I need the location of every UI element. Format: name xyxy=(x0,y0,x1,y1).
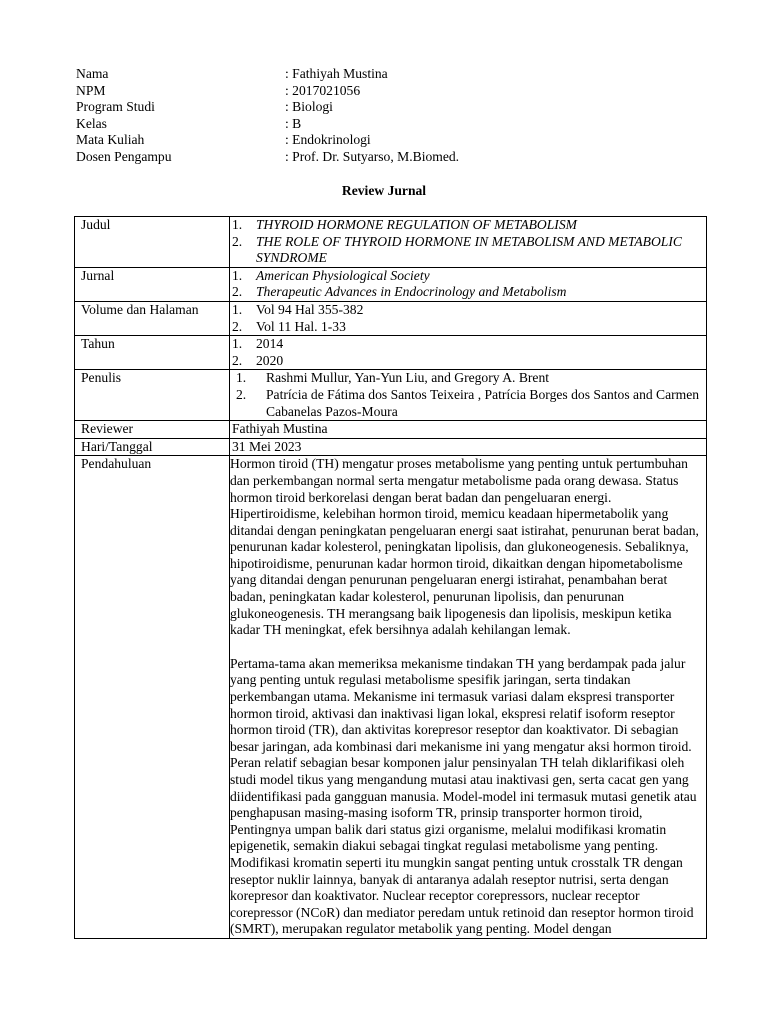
identity-row xyxy=(76,116,459,133)
list-item: 2. Therapeutic Advances in Endocrinology and Metabolism xyxy=(232,284,703,301)
row-label: Tahun xyxy=(75,336,230,370)
judul-list xyxy=(232,217,703,267)
list-item: 1. 2014 xyxy=(232,336,703,353)
tahun-item: 2020 xyxy=(256,352,284,368)
list-item: 1. THYROID HORMONE REGULATION OF METABOLISM xyxy=(232,217,703,234)
identity-key: Dosen Pengampu xyxy=(76,148,172,164)
pendahuluan-paragraph: Pertama-tama akan memeriksa mekanisme tindakan TH yang berdampak pada jalur yang penting untuk regulasi metabolisme spesifik jaringan, serta tindakan perkembangan utama. Mekanisme ini termasuk variasi dalam ekspresi transporter hormon tiroid, aktivasi dan inaktivasi ligan lokal, ekspresi relatif isoform reseptor hormon tiroid (TR), dan aktivitas korepresor reseptor dan koaktivator. Di sebagian besar jaringan, ada kombinasi dari mekanisme ini yang mengatur aksi hormon tiroid. Peran relatif sebagian besar komponen jalur pensinyalan TH telah diklarifikasi oleh studi model tikus yang mengandung mutasi atau inaktivasi gen, serta cacat gen yang diidentifikasi pada gangguan manusia. Model-model ini termasuk mutasi genetik atau penghapusan masing-masing isoform TR, prinsip transporter hormon tiroid, Pentingnya umpan balik dari status gizi organisme, melalui modifikasi kromatin epigenetik, semakin diakui sebagai tingkat regulasi metabolisme yang penting. Modifikasi kromatin seperti itu mungkin sangat penting untuk crosstalk TR dengan reseptor nuklir lainnya, banyak di antaranya adalah reseptor nutrisi, serta dengan korepresor dan koaktivator. Nuclear receptor corepressors, nuclear receptor corepressor (NCoR) dan mediator peredam untuk retinoid dan reseptor hormon tiroid (SMRT), merupakan regulator metabolik yang penting. Model dengan xyxy=(230,655,697,937)
document-title: Review Jurnal xyxy=(341,183,427,198)
review-row-tanggal xyxy=(75,438,707,456)
identity-block xyxy=(76,66,459,166)
identity-row xyxy=(76,66,459,83)
identity-value: : 2017021056 xyxy=(285,82,361,98)
review-row-tahun xyxy=(75,336,707,370)
tanggal-value: 31 Mei 2023 xyxy=(230,438,707,456)
review-row-penulis xyxy=(75,370,707,421)
list-item: 1. American Physiological Society xyxy=(232,268,703,285)
judul-item: THE ROLE OF THYROID HORMONE IN METABOLISM AND METABOLIC SYNDROME xyxy=(256,233,682,266)
volume-list xyxy=(232,302,703,335)
penulis-list xyxy=(232,370,703,420)
list-item: 1. Rashmi Mullur, Yan-Yun Liu, and Gregory A. Brent xyxy=(232,370,703,387)
row-label: Pendahuluan xyxy=(75,456,230,939)
reviewer-value: Fathiyah Mustina xyxy=(230,421,707,439)
review-row-volume xyxy=(75,301,707,335)
identity-value: : Prof. Dr. Sutyarso, M.Biomed. xyxy=(285,148,460,164)
review-row-jurnal xyxy=(75,267,707,301)
jurnal-item: Therapeutic Advances in Endocrinology and Metabolism xyxy=(256,284,567,300)
jurnal-item: American Physiological Society xyxy=(256,267,430,283)
penulis-item: Rashmi Mullur, Yan-Yun Liu, and Gregory A. Brent xyxy=(266,370,550,386)
identity-row xyxy=(76,149,459,166)
identity-value: : Biologi xyxy=(285,99,333,115)
list-item: 2. THE ROLE OF THYROID HORMONE IN METABOLISM AND METABOLIC SYNDROME xyxy=(232,234,703,267)
review-table xyxy=(74,216,707,939)
list-item: 1. Vol 94 Hal 355-382 xyxy=(232,302,703,319)
identity-value: : B xyxy=(285,115,302,131)
row-label: Penulis xyxy=(75,370,230,421)
identity-value: : Fathiyah Mustina xyxy=(285,66,388,81)
judul-item: THYROID HORMONE REGULATION OF METABOLISM xyxy=(256,217,577,232)
review-row-judul xyxy=(75,217,707,268)
row-label: Volume dan Halaman xyxy=(75,301,230,335)
row-label: Reviewer xyxy=(75,421,230,439)
identity-value: : Endokrinologi xyxy=(285,132,371,148)
identity-key: Mata Kuliah xyxy=(76,132,145,148)
row-label: Judul xyxy=(75,217,230,268)
list-item: 2. Vol 11 Hal. 1-33 xyxy=(232,319,703,336)
row-label: Hari/Tanggal xyxy=(75,438,230,456)
identity-row xyxy=(76,132,459,149)
tahun-item: 2014 xyxy=(256,336,284,352)
row-label: Jurnal xyxy=(75,267,230,301)
identity-key: NPM xyxy=(76,82,106,98)
review-row-reviewer xyxy=(75,421,707,439)
identity-row xyxy=(76,99,459,116)
identity-key: Nama xyxy=(76,66,109,81)
identity-key: Kelas xyxy=(76,115,107,131)
list-item: 2. 2020 xyxy=(232,353,703,370)
pendahuluan-paragraph: Hormon tiroid (TH) mengatur proses metabolisme yang penting untuk pertumbuhan dan perkembangan normal serta mengatur metabolisme pada orang dewasa. Status hormon tiroid berkorelasi dengan berat badan dan pengeluaran energi. Hipertiroidisme, kelebihan hormon tiroid, memicu keadaan hipermetabolik yang ditandai dengan peningkatan pengeluaran energi saat istirahat, penurunan berat badan, penurunan kadar kolesterol, peningkatan lipolisis, dan glukoneogenesis. Sebaliknya, hipotiroidisme, penurunan kadar hormon tiroid, dikaitkan dengan hipometabolisme yang ditandai dengan penurunan pengeluaran energi istirahat, penambahan berat badan, peningkatan kadar kolesterol, penurunan lipolisis, dan penurunan glukoneogenesis. TH merangsang baik lipogenesis dan lipolisis, meskipun ketika kadar TH meningkat, efek bersihnya adalah kehilangan lemak. xyxy=(230,456,699,638)
tahun-list xyxy=(232,336,703,369)
identity-key: Program Studi xyxy=(76,99,155,115)
list-item: 2. Patrícia de Fátima dos Santos Teixeira , Patrícia Borges dos Santos and Carmen Cabanelas Pazos-Moura xyxy=(232,387,703,420)
jurnal-list xyxy=(232,268,703,301)
penulis-item: Patrícia de Fátima dos Santos Teixeira , Patrícia Borges dos Santos and Carmen Cabanelas Pazos-Moura xyxy=(266,386,700,419)
volume-item: Vol 11 Hal. 1-33 xyxy=(256,318,346,334)
identity-row xyxy=(76,83,459,100)
review-row-pendahuluan xyxy=(75,456,707,939)
volume-item: Vol 94 Hal 355-382 xyxy=(256,301,364,317)
